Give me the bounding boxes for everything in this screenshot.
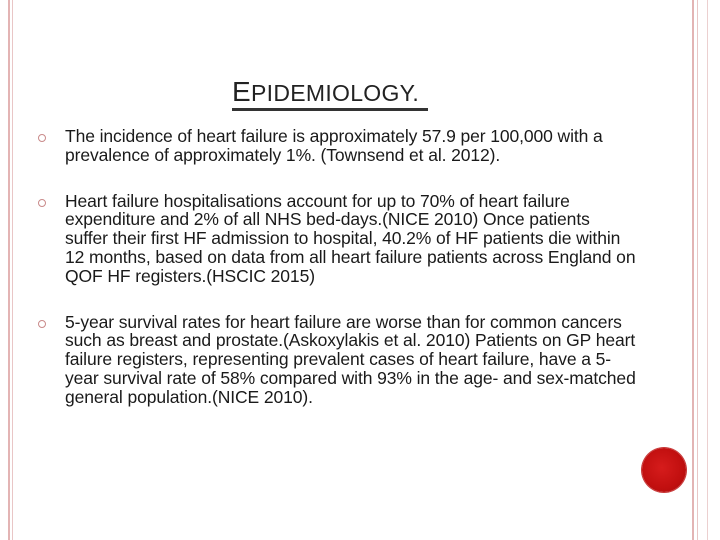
title-underline xyxy=(232,108,428,111)
ring-bullet-icon xyxy=(38,320,46,328)
bullet-item xyxy=(36,313,636,407)
right-border-line-outer xyxy=(707,0,708,540)
bullet-item xyxy=(36,127,636,165)
red-circle-icon xyxy=(642,448,686,492)
ring-bullet-icon xyxy=(38,134,46,142)
right-border-line-inner xyxy=(697,0,698,540)
bullet-text: The incidence of heart failure is approximately 57.9 per 100,000 with a prevalence of approximately 1%. (Townsend et al. 2012). xyxy=(65,126,603,165)
left-border-line-inner xyxy=(12,0,13,540)
right-border-line xyxy=(692,0,694,540)
slide-title xyxy=(232,76,419,108)
bullet-text: 5-year survival rates for heart failure are worse than for common cancers such as breast and prostate.(Askoxylakis et al. 2010) Patients on GP heart failure registers, representing prevalent cases of heart failure, have a 5-year survival rate of 58% compared with 93% in the age- and sex-matched general population.(NICE 2010). xyxy=(65,311,636,407)
bullet-list xyxy=(36,127,636,407)
bullet-item xyxy=(36,192,636,286)
slide-title-initial: E xyxy=(232,76,251,107)
ring-bullet-icon xyxy=(38,199,46,207)
left-border-line xyxy=(8,0,10,540)
bullet-text: Heart failure hospitalisations account for up to 70% of heart failure expenditure and 2% of all NHS bed-days.(NICE 2010) Once patients suffer their first HF admission to hospital, 40.2% of HF patients die within 12 months, based on data from all heart failure patients across England on QOF HF registers.(HSCIC 2015) xyxy=(65,190,636,286)
slide-title-rest: PIDEMIOLOGY. xyxy=(250,80,420,106)
